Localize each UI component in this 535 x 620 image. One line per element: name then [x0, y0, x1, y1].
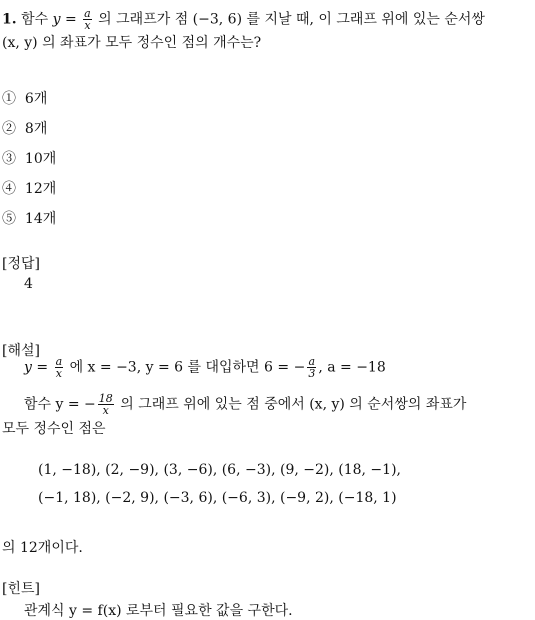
question-line-1: [2, 8, 485, 31]
choice-4[interactable]: [2, 178, 56, 198]
sol-l2-pre: 함수 y = −: [24, 396, 96, 413]
solution-line-3: 모두 정수인 점은: [2, 421, 106, 437]
choice-marker: ⑤: [2, 211, 16, 227]
choice-marker: ②: [2, 121, 16, 137]
fraction-a-over-x: [83, 8, 92, 31]
choice-text: 12개: [24, 181, 57, 197]
hint-heading: [힌트]: [2, 581, 40, 597]
sol-l2-post: 의 그래프 위에 있는 점 중에서 (x, y) 의 순서쌍의 좌표가: [120, 396, 467, 413]
fraction-18-over-x: [98, 393, 114, 416]
choice-2[interactable]: [2, 118, 47, 138]
choice-1[interactable]: [2, 88, 47, 108]
choice-marker: ③: [2, 151, 16, 167]
choice-marker: ①: [2, 91, 16, 107]
choice-text: 8개: [24, 121, 48, 137]
frac-num: a: [308, 355, 316, 368]
pairs-row-1: (1, −18), (2, −9), (3, −6), (6, −3), (9, −2), (18, −1),: [38, 462, 401, 478]
solution-line-2: [24, 393, 466, 416]
question-mid: 의 그래프가 점 (−3, 6) 를 지날 때, 이 그래프 위에 있는 순서쌍: [98, 11, 485, 28]
frac-den: x: [102, 404, 109, 417]
choice-3[interactable]: [2, 148, 56, 168]
eq-sign: =: [64, 11, 77, 28]
question-number: 1.: [2, 11, 17, 28]
choice-text: 6개: [24, 91, 48, 107]
pairs-row-2: (−1, 18), (−2, 9), (−3, 6), (−6, 3), (−9, 2), (−18, 1): [38, 490, 397, 506]
choice-text: 10개: [24, 151, 57, 167]
frac-num: 18: [98, 392, 113, 405]
answer-value: 4: [24, 276, 33, 292]
question-pre: 함수: [21, 11, 49, 28]
choice-marker: ④: [2, 181, 16, 197]
sol-y: y: [24, 359, 32, 376]
frac-num: a: [84, 7, 91, 20]
frac-den: x: [84, 19, 91, 32]
frac-den: x: [55, 367, 62, 380]
sol-eq: =: [36, 359, 49, 376]
eq-lhs: y: [52, 11, 61, 28]
hint-text: 관계식 y = f(x) 로부터 필요한 값을 구한다.: [24, 603, 293, 619]
solution-line-1: [24, 356, 386, 379]
fraction-a-over-x: [55, 356, 64, 379]
fraction-a-over-3: [307, 356, 316, 379]
solution-conclusion: 의 12개이다.: [2, 540, 83, 556]
choice-text: 14개: [24, 211, 57, 227]
question-line-2: (x, y) 의 좌표가 모두 정수인 점의 개수는?: [2, 35, 262, 51]
sol-end: , a = −18: [318, 359, 386, 376]
solution-heading: [해설]: [2, 343, 40, 359]
frac-num: a: [55, 355, 63, 368]
choice-5[interactable]: [2, 208, 56, 228]
answer-heading: [정답]: [2, 256, 40, 272]
frac-den: 3: [308, 367, 316, 380]
sol-mid: 에 x = −3, y = 6 를 대입하면 6 = −: [69, 359, 306, 376]
